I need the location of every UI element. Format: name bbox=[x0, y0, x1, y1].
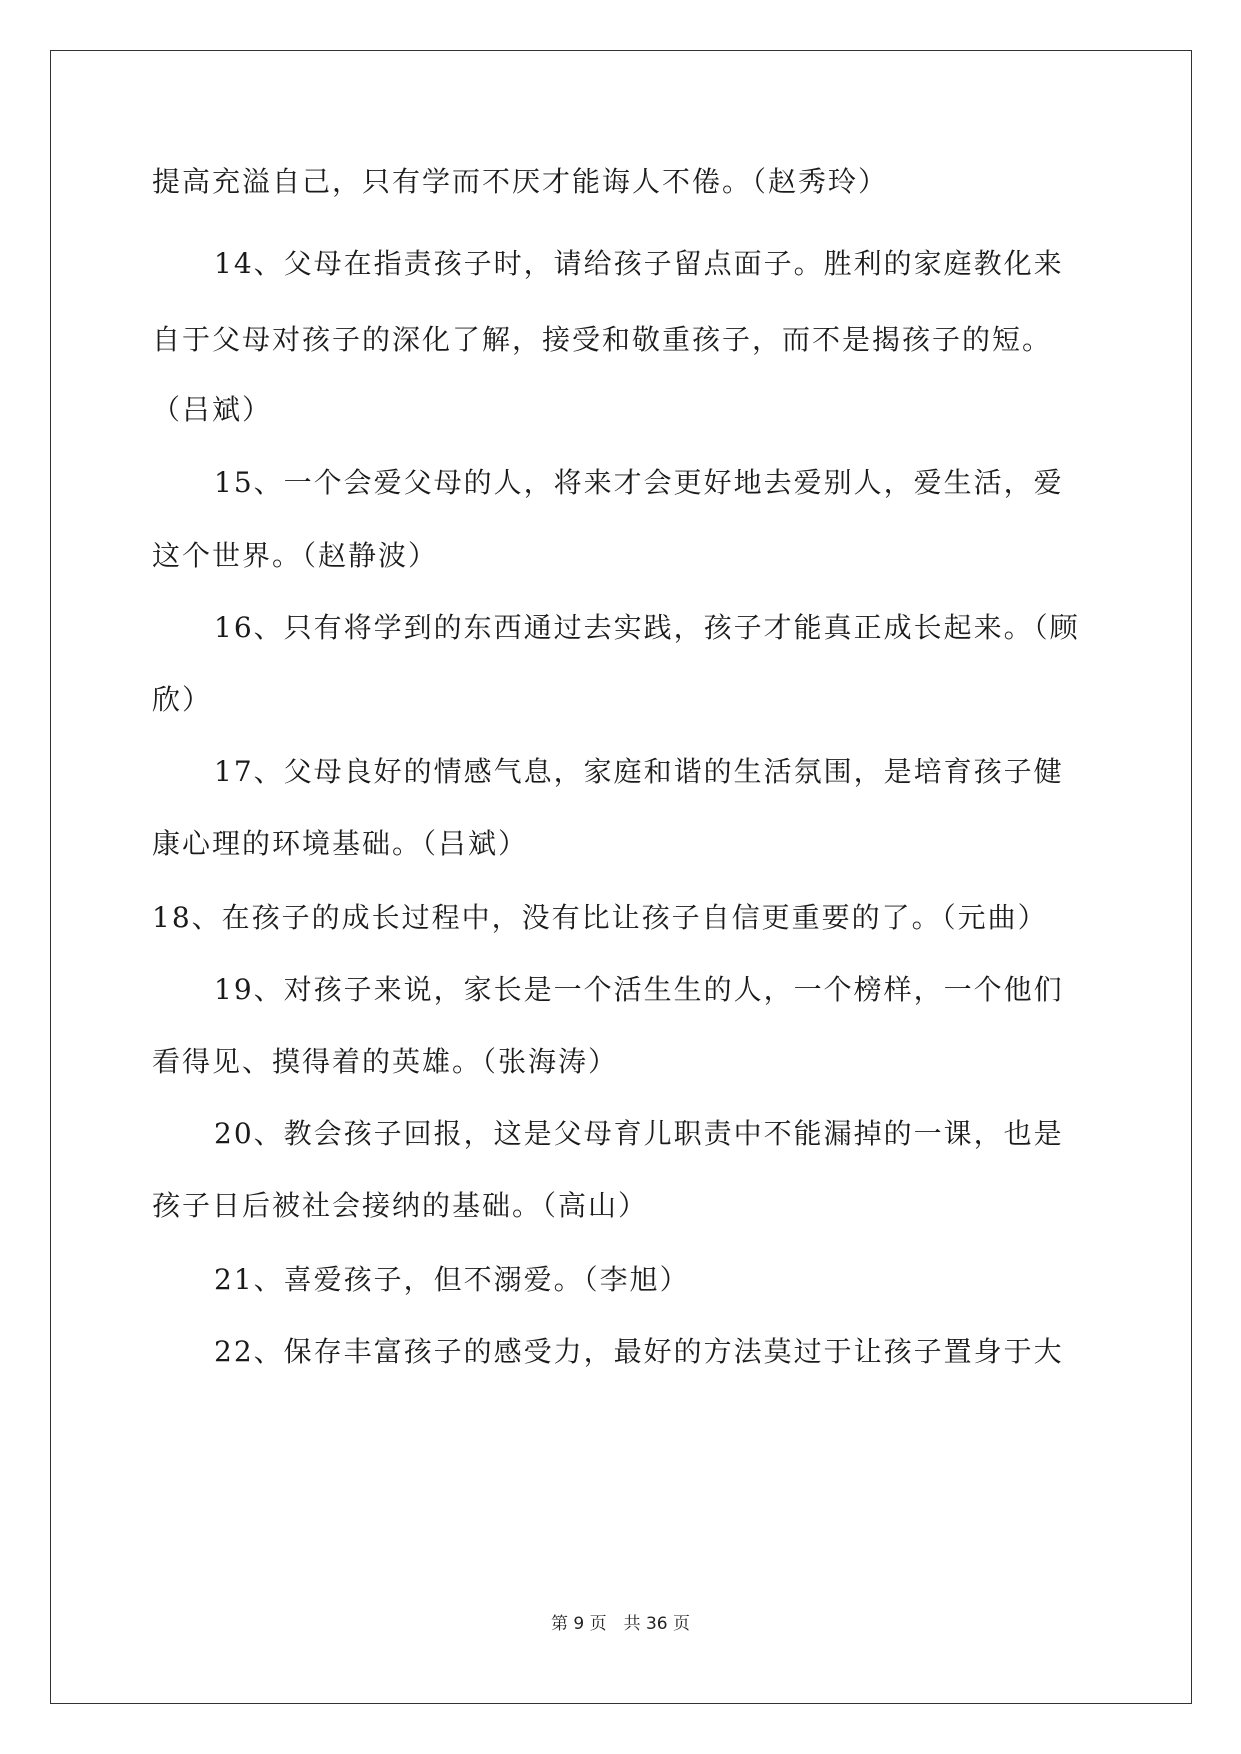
text-line-15: 孩子日后被社会接纳的基础。（高山） bbox=[152, 1189, 649, 1222]
page-footer: 第 9 页 共 36 页 bbox=[550, 1614, 691, 1634]
text-line-3: 自于父母对孩子的深化了解，接受和敬重孩子，而不是揭孩子的短。 bbox=[152, 323, 1053, 356]
text-line-12: 19、对孩子来说，家长是一个活生生的人，一个榜样，一个他们 bbox=[214, 973, 1064, 1006]
text-line-11: 18、在孩子的成长过程中，没有比让孩子自信更重要的了。（元曲） bbox=[152, 901, 1048, 934]
text-line-6: 这个世界。（赵静波） bbox=[152, 539, 439, 572]
text-line-1: 提高充溢自己，只有学而不厌才能诲人不倦。（赵秀玲） bbox=[152, 165, 889, 198]
text-line-16: 21、喜爱孩子，但不溺爱。（李旭） bbox=[214, 1263, 690, 1296]
text-line-9: 17、父母良好的情感气息，家庭和谐的生活氛围，是培育孩子健 bbox=[214, 755, 1064, 788]
text-line-13: 看得见、摸得着的英雄。（张海涛） bbox=[152, 1045, 619, 1078]
text-line-14: 20、教会孩子回报，这是父母育儿职责中不能漏掉的一课，也是 bbox=[214, 1117, 1064, 1150]
text-line-2: 14、父母在指责孩子时，请给孩子留点面子。胜利的家庭教化来 bbox=[214, 247, 1064, 280]
text-line-5: 15、一个会爱父母的人，将来才会更好地去爱别人，爱生活，爱 bbox=[214, 466, 1064, 499]
text-line-10: 康心理的环境基础。（吕斌） bbox=[152, 827, 529, 860]
page-border bbox=[50, 50, 1192, 1704]
text-line-8: 欣） bbox=[152, 683, 213, 716]
text-line-7: 16、只有将学到的东西通过去实践，孩子才能真正成长起来。（顾 bbox=[214, 611, 1080, 644]
text-line-17: 22、保存丰富孩子的感受力，最好的方法莫过于让孩子置身于大 bbox=[214, 1335, 1064, 1368]
text-line-4: （吕斌） bbox=[152, 393, 273, 426]
